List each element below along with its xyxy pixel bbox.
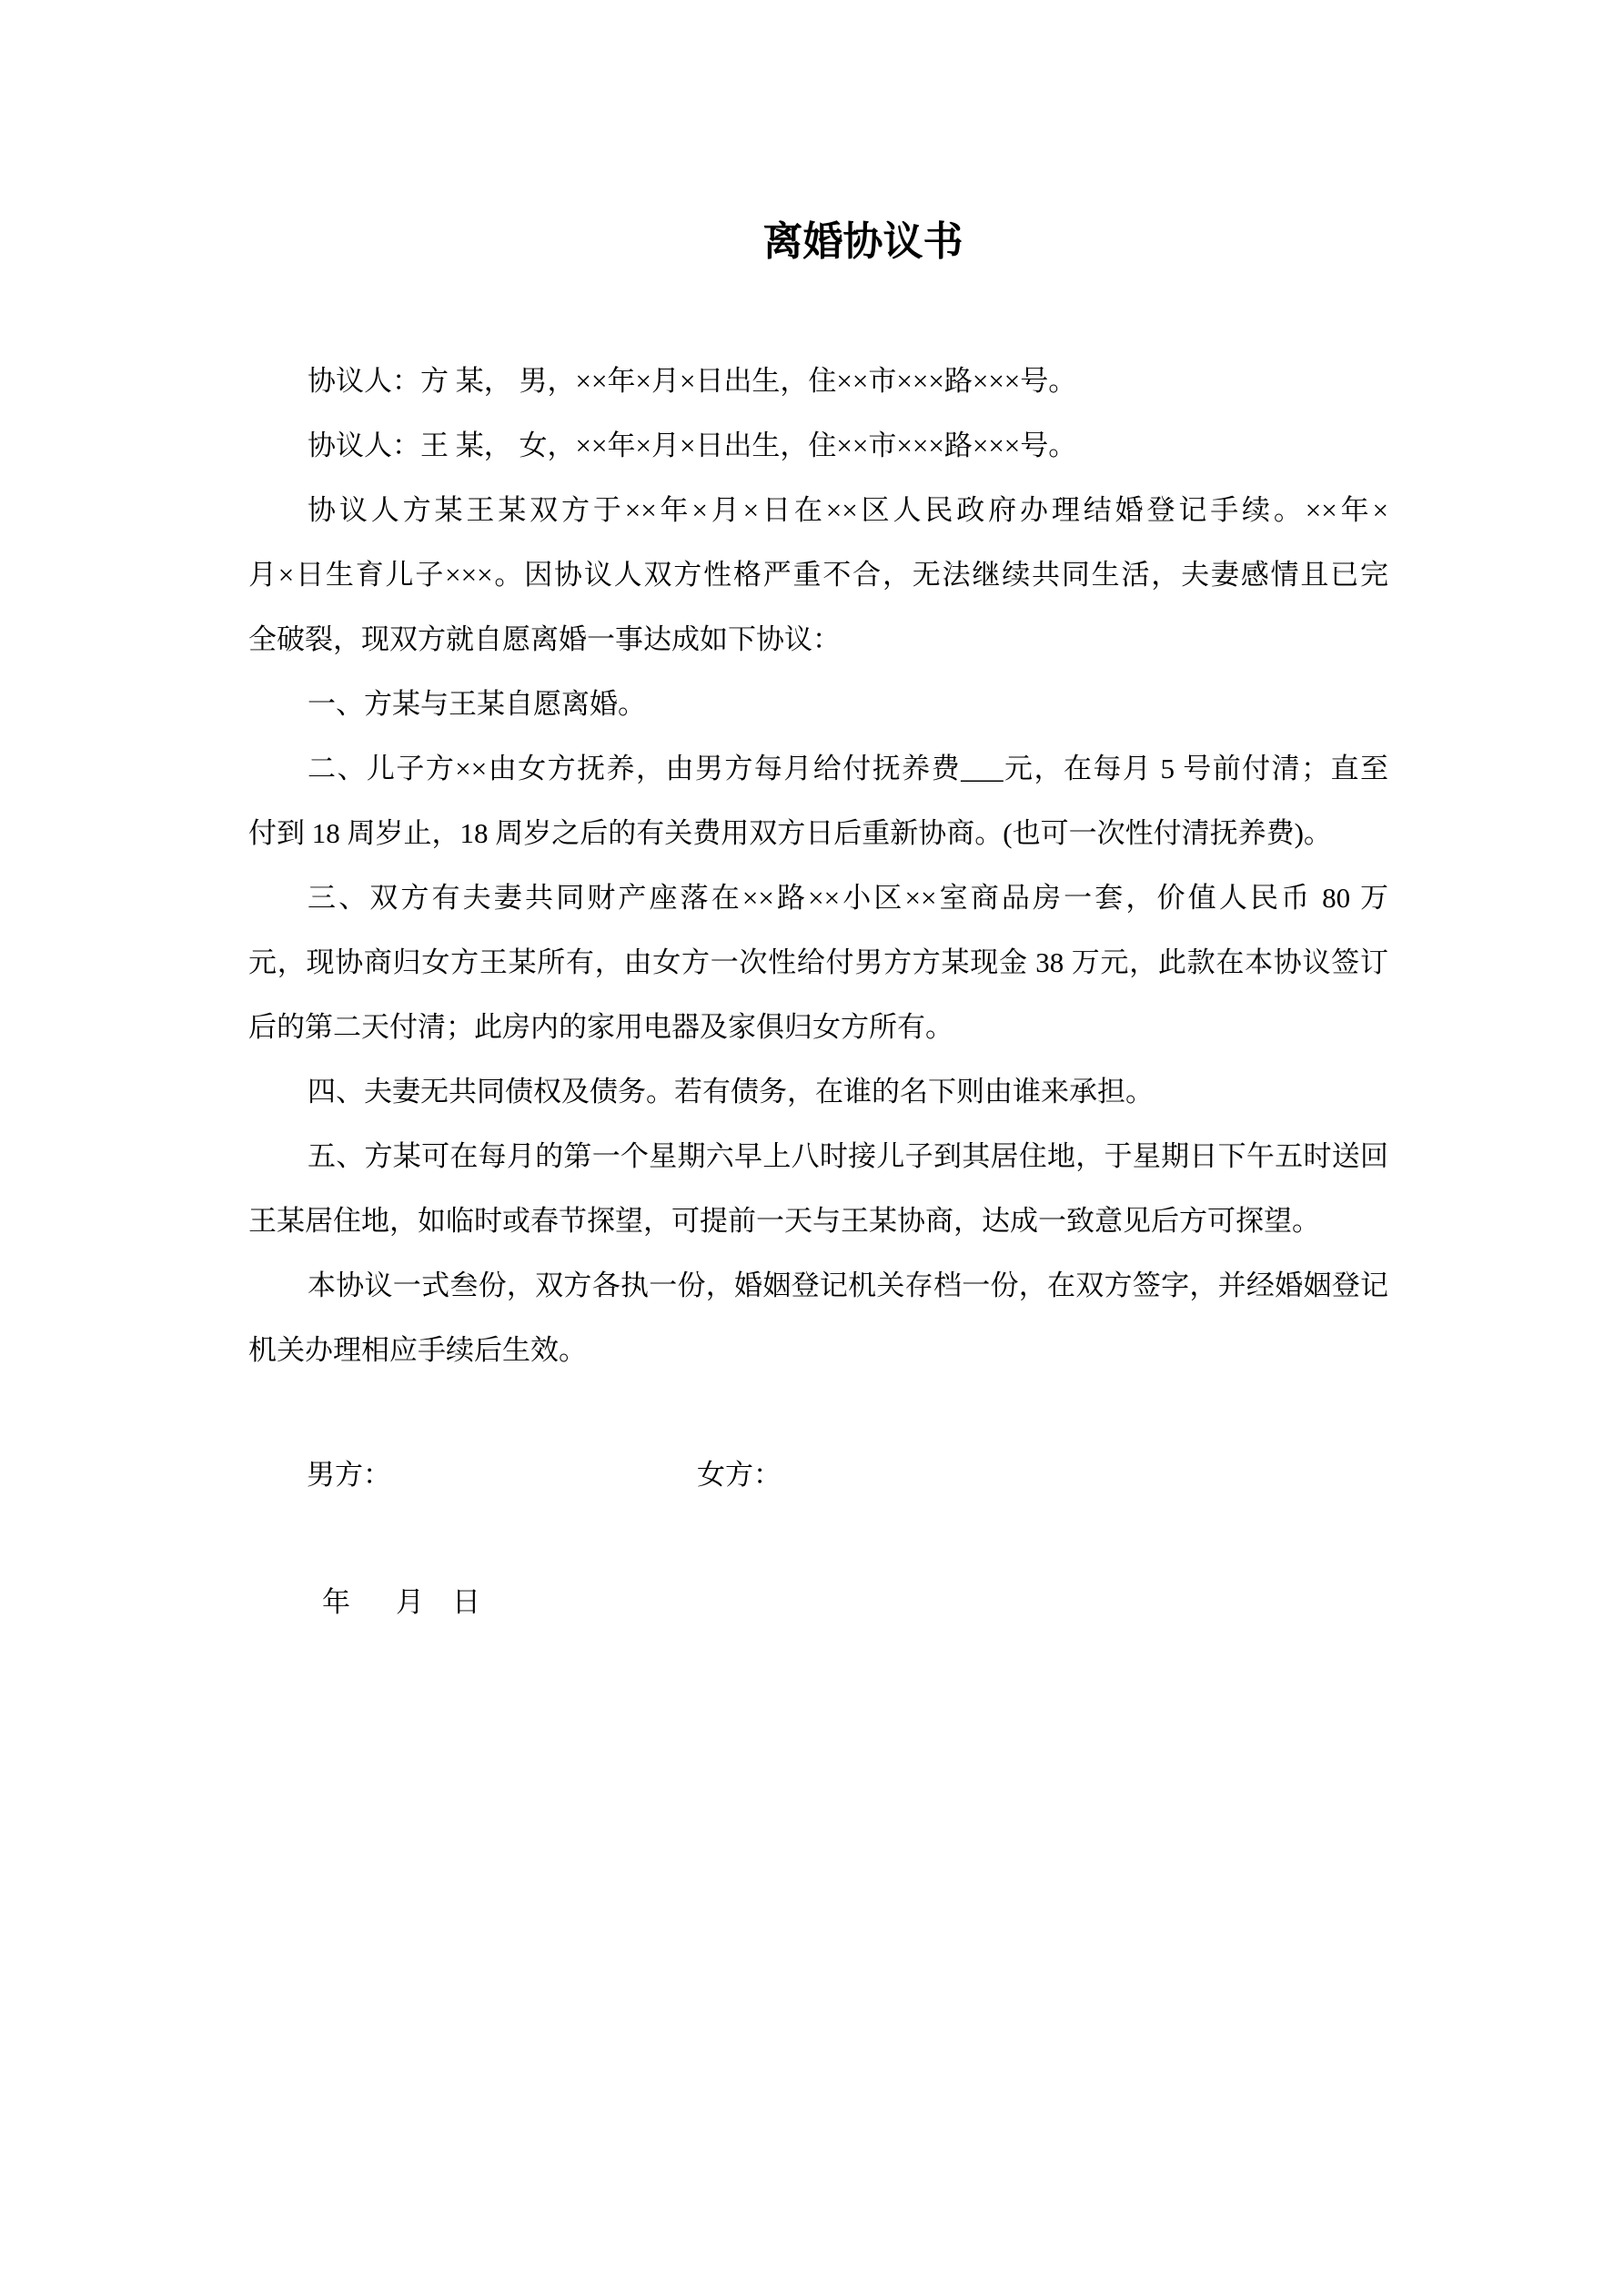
- paragraph-line: 三、双方有夫妻共同财产座落在××路××小区××室商品房一套，价值人民币 80 万: [308, 882, 1388, 914]
- document-body: [248, 360, 1388, 1394]
- paragraph-line: 月×日生育儿子×××。因协议人双方性格严重不合，无法继续共同生活，夫妻感情且已完: [248, 559, 1388, 591]
- paragraph-line: 协议人方某王某双方于××年×月×日在××区人民政府办理结婚登记手续。××年×: [308, 494, 1388, 526]
- paragraph-line: 元，现协商归女方王某所有，由女方一次性给付男方方某现金 38 万元，此款在本协议签订: [248, 946, 1388, 978]
- paragraph-line: 协议人：王 某， 女，××年×月×日出生，住××市×××路×××号。: [308, 430, 1077, 461]
- paragraph-line: 王某居住地，如临时或春节探望，可提前一天与王某协商，达成一致意见后方可探望。: [248, 1205, 1320, 1237]
- date-month-label: 月: [396, 1586, 424, 1618]
- paragraph-line: 付到 18 周岁止，18 周岁之后的有关费用双方日后重新协商。(也可一次性付清抚养费)。: [248, 817, 1332, 849]
- paragraph-line: 机关办理相应手续后生效。: [248, 1334, 587, 1366]
- paragraph-line: 全破裂，现双方就自愿离婚一事达成如下协议：: [248, 623, 841, 655]
- date-day-label: 日: [452, 1586, 480, 1618]
- male-signature-label: 男方：: [307, 1459, 391, 1491]
- paragraph-line: 五、方某可在每月的第一个星期六早上八时接儿子到其居住地，于星期日下午五时送回: [308, 1140, 1388, 1172]
- document-title: 离婚协议书: [762, 219, 963, 264]
- paragraph-line: 四、夫妻无共同债权及债务。若有债务，在谁的名下则由谁来承担。: [308, 1076, 1154, 1108]
- female-signature-label: 女方：: [697, 1459, 782, 1491]
- paragraph-line: 协议人：方 某， 男，××年×月×日出生，住××市×××路×××号。: [308, 365, 1077, 397]
- paragraph-line: 二、儿子方××由女方抚养，由男方每月给付抚养费___元，在每月 5 号前付清；直至: [308, 753, 1388, 784]
- paragraph-line: 后的第二天付清；此房内的家用电器及家俱归女方所有。: [248, 1011, 953, 1043]
- paragraph-line: 一、方某与王某自愿离婚。: [308, 688, 646, 720]
- paragraph-line: 本协议一式叁份，双方各执一份，婚姻登记机关存档一份，在双方签字，并经婚姻登记: [308, 1269, 1388, 1301]
- date-year-label: 年: [322, 1586, 350, 1618]
